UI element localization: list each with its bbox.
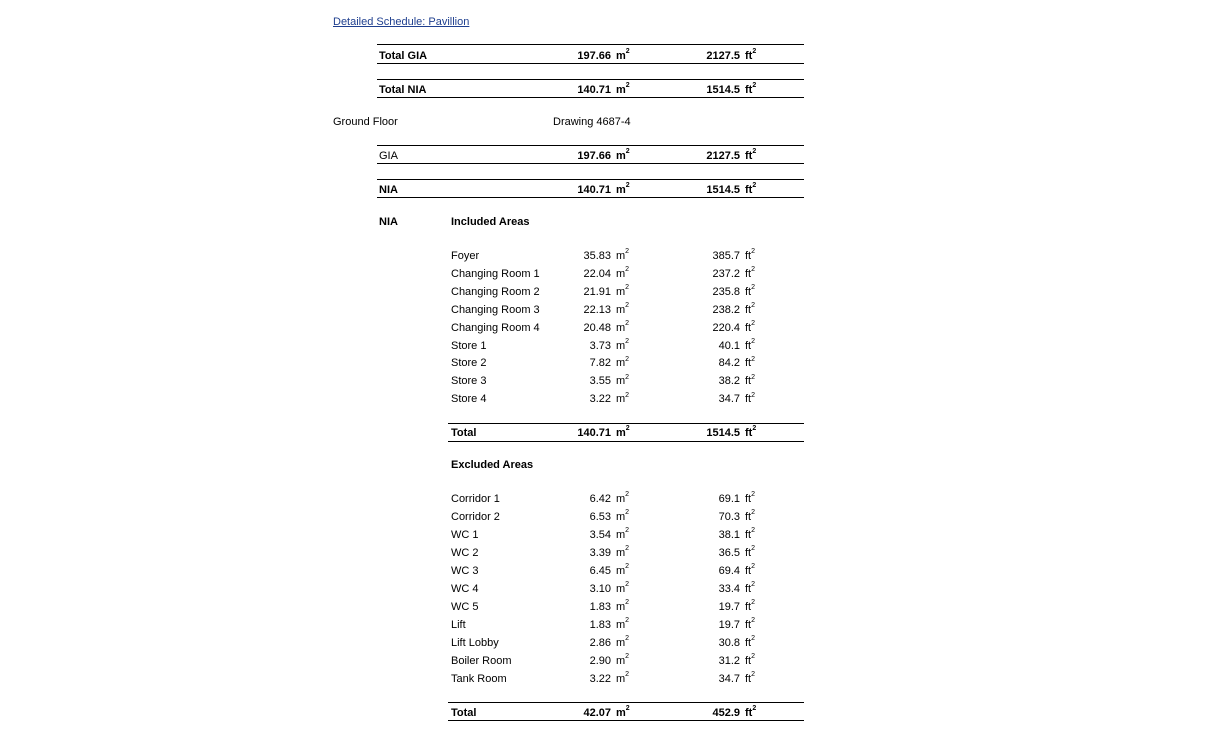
divider — [377, 63, 804, 64]
unit-ft2: $ft^2$ — [745, 581, 756, 595]
area-name: Changing Room 2 — [451, 285, 540, 298]
area-ft2: 33.4 — [718, 583, 740, 595]
area-ft2: 84.2 — [718, 357, 740, 370]
included-total-ft2: 1514.5 — [706, 427, 740, 439]
unit-m2: $m^2$ — [616, 319, 630, 334]
unit-ft2: $ft^2$ — [745, 509, 756, 523]
total-nia-m2: 140.71 — [577, 84, 611, 96]
area-m2: 7.82 — [589, 357, 611, 370]
unit-m2: $m^2$ — [616, 599, 630, 613]
unit-m2: $m^2$ — [616, 148, 630, 162]
included-areas-heading: Included Areas — [451, 216, 530, 228]
area-ft2: 34.7 — [718, 673, 740, 685]
area-name: Changing Room 4 — [451, 321, 540, 334]
unit-ft2: $ft^2$ — [745, 545, 756, 559]
unit-m2: $m^2$ — [616, 635, 630, 649]
unit-ft2: $ft^2$ — [745, 391, 756, 406]
unit-ft2: $ft^2$ — [745, 563, 756, 577]
area-ft2: 31.2 — [718, 655, 740, 667]
unit-ft2: $ft^2$ — [745, 635, 756, 649]
area-ft2: 19.7 — [718, 601, 740, 613]
area-m2: 21.91 — [583, 285, 611, 298]
area-ft2: 19.7 — [718, 619, 740, 631]
area-m2: 2.86 — [589, 637, 611, 649]
unit-ft2: $ft^2$ — [745, 373, 756, 388]
area-name: Store 3 — [451, 375, 487, 388]
unit-m2: $m^2$ — [616, 563, 630, 577]
area-m2: 6.53 — [589, 511, 611, 523]
included-total-m2: 140.71 — [577, 427, 611, 439]
unit-m2: $m^2$ — [616, 705, 630, 719]
area-name: Corridor 1 — [451, 493, 500, 505]
excluded-total-ft2: 452.9 — [712, 707, 740, 719]
area-m2: 1.83 — [589, 601, 611, 613]
floor-nia-m2: 140.71 — [577, 184, 611, 196]
area-ft2: 237.2 — [712, 267, 740, 280]
area-m2: 1.83 — [589, 619, 611, 631]
divider — [377, 79, 804, 80]
divider — [448, 720, 804, 721]
divider — [377, 97, 804, 98]
area-m2: 2.90 — [589, 655, 611, 667]
area-name: Corridor 2 — [451, 511, 500, 523]
area-ft2: 69.4 — [718, 565, 740, 577]
divider — [377, 197, 804, 198]
area-m2: 20.48 — [583, 321, 611, 334]
unit-m2: $m^2$ — [616, 653, 630, 667]
area-ft2: 36.5 — [718, 547, 740, 559]
unit-ft2: $ft^2$ — [745, 182, 757, 196]
unit-ft2: $ft^2$ — [745, 302, 756, 316]
unit-ft2: $ft^2$ — [745, 617, 756, 631]
area-name: WC 4 — [451, 583, 479, 595]
unit-ft2: $ft^2$ — [745, 671, 756, 685]
total-gia-ft2: 2127.5 — [706, 50, 740, 62]
area-m2: 35.83 — [583, 250, 611, 262]
area-m2: 3.73 — [589, 339, 611, 352]
area-ft2: 38.1 — [718, 529, 740, 541]
area-m2: 22.04 — [583, 267, 611, 280]
area-ft2: 238.2 — [712, 303, 740, 316]
unit-m2: $m^2$ — [616, 302, 630, 316]
unit-m2: $m^2$ — [616, 373, 630, 388]
unit-ft2: $ft^2$ — [745, 319, 756, 334]
area-name: WC 3 — [451, 565, 479, 577]
area-m2: 3.39 — [589, 547, 611, 559]
divider — [377, 145, 804, 146]
area-m2: 6.45 — [589, 565, 611, 577]
divider — [377, 179, 804, 180]
floor-nia-ft2: 1514.5 — [706, 184, 740, 196]
area-name: WC 5 — [451, 601, 479, 613]
unit-ft2: $ft^2$ — [745, 527, 756, 541]
unit-ft2: $ft^2$ — [745, 705, 757, 719]
area-m2: 3.22 — [589, 393, 611, 406]
floor-gia-m2: 197.66 — [577, 150, 611, 162]
unit-m2: $m^2$ — [616, 425, 630, 439]
divider — [448, 441, 804, 442]
floor-name: Ground Floor — [333, 116, 398, 128]
unit-ft2: $ft^2$ — [745, 82, 757, 96]
area-m2: 6.42 — [589, 493, 611, 505]
area-ft2: 220.4 — [712, 321, 740, 334]
excluded-areas-heading: Excluded Areas — [451, 459, 534, 471]
nia-section-label: NIA — [379, 216, 398, 228]
area-name: Tank Room — [451, 673, 507, 685]
area-name: Store 2 — [451, 357, 487, 370]
unit-ft2: $ft^2$ — [745, 337, 756, 352]
unit-m2: $m^2$ — [616, 248, 630, 262]
floor-nia-label: NIA — [379, 184, 398, 196]
area-name: Lift Lobby — [451, 637, 499, 649]
floor-gia-label: GIA — [379, 150, 398, 162]
unit-m2: $m^2$ — [616, 355, 630, 370]
unit-m2: $m^2$ — [616, 48, 630, 62]
unit-ft2: $ft^2$ — [745, 491, 756, 505]
unit-m2: $m^2$ — [616, 182, 630, 196]
unit-ft2: $ft^2$ — [745, 284, 756, 298]
unit-ft2: $ft^2$ — [745, 599, 756, 613]
area-ft2: 385.7 — [712, 250, 740, 262]
total-nia-label: Total NIA — [379, 84, 427, 96]
unit-m2: $m^2$ — [616, 82, 630, 96]
area-name: Foyer — [451, 250, 480, 262]
unit-ft2: $ft^2$ — [745, 266, 756, 280]
area-ft2: 38.2 — [718, 375, 740, 388]
area-name: Boiler Room — [451, 655, 512, 667]
unit-ft2: $ft^2$ — [745, 653, 756, 667]
area-name: Changing Room 3 — [451, 303, 540, 316]
unit-m2: $m^2$ — [616, 337, 630, 352]
area-name: WC 1 — [451, 529, 479, 541]
area-name: Changing Room 1 — [451, 267, 540, 280]
drawing-reference: Drawing 4687-4 — [553, 116, 631, 128]
area-name: WC 2 — [451, 547, 479, 559]
unit-m2: $m^2$ — [616, 617, 630, 631]
total-nia-ft2: 1514.5 — [706, 84, 740, 96]
excluded-total-m2: 42.07 — [583, 707, 611, 719]
unit-m2: $m^2$ — [616, 509, 630, 523]
unit-m2: $m^2$ — [616, 581, 630, 595]
divider — [377, 44, 804, 45]
unit-m2: $m^2$ — [616, 545, 630, 559]
unit-m2: $m^2$ — [616, 491, 630, 505]
area-ft2: 69.1 — [718, 493, 740, 505]
area-ft2: 34.7 — [718, 393, 740, 406]
area-name: Store 1 — [451, 339, 487, 352]
document-title: Detailed Schedule: Pavillion — [333, 16, 470, 28]
area-ft2: 70.3 — [718, 511, 740, 523]
unit-ft2: $ft^2$ — [745, 48, 757, 62]
unit-m2: $m^2$ — [616, 266, 630, 280]
total-gia-m2: 197.66 — [577, 50, 611, 62]
area-m2: 3.54 — [589, 529, 611, 541]
floor-gia-ft2: 2127.5 — [706, 150, 740, 162]
divider — [448, 702, 804, 703]
divider — [448, 423, 804, 424]
unit-m2: $m^2$ — [616, 284, 630, 298]
unit-m2: $m^2$ — [616, 527, 630, 541]
unit-m2: $m^2$ — [616, 391, 630, 406]
area-m2: 22.13 — [583, 303, 611, 316]
unit-ft2: $ft^2$ — [745, 148, 757, 162]
area-m2: 3.55 — [589, 375, 611, 388]
area-m2: 3.10 — [589, 583, 611, 595]
included-total-label: Total — [451, 427, 477, 439]
area-name: Lift — [451, 619, 466, 631]
area-ft2: 40.1 — [718, 339, 740, 352]
divider — [377, 163, 804, 164]
total-gia-label: Total GIA — [379, 50, 428, 62]
area-m2: 3.22 — [589, 673, 611, 685]
area-name: Store 4 — [451, 393, 487, 406]
unit-m2: $m^2$ — [616, 671, 630, 685]
excluded-total-label: Total — [451, 707, 477, 719]
area-ft2: 235.8 — [712, 285, 740, 298]
unit-ft2: $ft^2$ — [745, 248, 756, 262]
unit-ft2: $ft^2$ — [745, 355, 756, 370]
unit-ft2: $ft^2$ — [745, 425, 757, 439]
area-ft2: 30.8 — [718, 637, 740, 649]
